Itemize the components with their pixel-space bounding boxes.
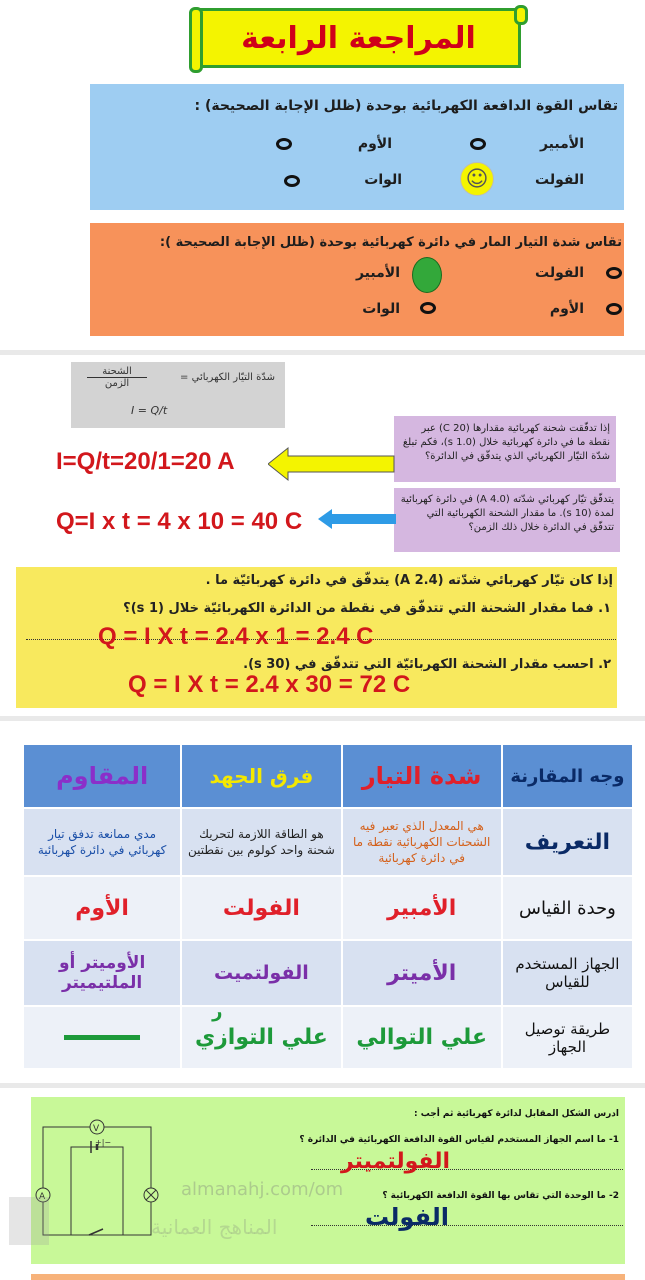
q2-option-ampere[interactable]: الأمبير xyxy=(355,265,400,281)
arrow-left-blue-icon xyxy=(318,508,398,530)
problem-3-a2: Q = I X t = 2.4 x 30 = 72 C xyxy=(128,671,411,698)
header-comparison: وجه المقارنة xyxy=(502,744,633,808)
problem-3-a1: Q = I X t = 2.4 x 1 = 2.4 C xyxy=(98,623,374,650)
q1-option-watt[interactable]: الوات xyxy=(364,172,402,188)
divider xyxy=(0,350,645,355)
watermark-logo xyxy=(9,1197,49,1245)
table-row xyxy=(23,876,633,940)
table-header-row xyxy=(23,744,633,808)
row-label-unit: وحدة القياس xyxy=(502,876,633,940)
row-label-definition: التعريف xyxy=(502,808,633,876)
banner-scroll-right xyxy=(514,5,528,25)
row-label-device: الجهاز المستخدم للقياس xyxy=(502,940,633,1006)
switch-icon xyxy=(89,1229,103,1235)
cell-resistance-definition: مدي ممانعة تدفق تيار كهربائي في دائرة كهربائية xyxy=(23,808,181,876)
formula-numerator: الشحنة xyxy=(102,366,132,377)
answer-1: I=Q/t=20/1=20 A xyxy=(56,448,235,475)
answer-line xyxy=(311,1225,623,1226)
circuit-instruction: ادرس الشكل المقابل لدائرة كهربائية ثم أجب : xyxy=(413,1109,619,1119)
problem-1-text: إذا تدفّقت شحنة كهربائية مقدارها (20 C) عبر نقطة ما في دائرة كهربائية خلال (1.0 s)، فكم تبلغ شدّة التيّار الكهربائي الذي يتدفّق في الدائرة؟ xyxy=(402,423,610,462)
problem-1-box xyxy=(394,416,616,482)
formula-denominator: الزمن xyxy=(87,377,147,389)
cell-voltage-connection xyxy=(181,1001,341,1069)
problem-3-q1: ١. فما مقدار الشحنة التي تتدفّق في نقطة من الدائرة الكهربائيّة خلال (1 s)؟ xyxy=(123,601,611,616)
q1-option-volt[interactable]: الفولت xyxy=(535,172,584,188)
formula-card xyxy=(71,362,285,428)
divider xyxy=(0,716,645,721)
q1-radio-watt[interactable] xyxy=(284,175,300,187)
circuit-q2: 2- ما الوحدة التي تقاس بها القوة الدافعة الكهربائية ؟ xyxy=(382,1191,619,1201)
circuit-question-box xyxy=(31,1097,625,1264)
page-title: المراجعة الرابعة xyxy=(241,20,476,56)
q2-option-volt[interactable]: الفولت xyxy=(535,265,584,281)
q2-radio-volt[interactable] xyxy=(606,267,622,279)
question-1-box xyxy=(90,84,624,210)
smiley-green-icon[interactable] xyxy=(412,257,442,293)
next-section-strip xyxy=(31,1274,625,1280)
arrow-left-yellow-icon xyxy=(268,446,396,482)
q1-option-ampere[interactable]: الأمبير xyxy=(539,136,584,152)
cell-voltage-device: الفولتميت xyxy=(181,940,341,1006)
title-banner xyxy=(196,8,521,68)
row-label-connection: طريقة توصيل الجهاز xyxy=(502,1006,633,1069)
battery-label: +|− xyxy=(95,1138,112,1147)
cell-resistance-unit: الأوم xyxy=(23,876,181,940)
problem-2-box xyxy=(394,488,620,552)
circuit-a1: الفولتميتر xyxy=(341,1149,451,1174)
question-2-box xyxy=(90,223,624,336)
table-row xyxy=(23,1006,633,1069)
q2-option-watt[interactable]: الوات xyxy=(362,301,400,317)
banner-scroll-left xyxy=(189,7,203,73)
problem-3-box xyxy=(16,567,617,708)
table-row xyxy=(23,940,633,1006)
cell-current-device: الأميتر xyxy=(342,940,502,1006)
problem-2-text: يتدفّق تيّار كهربائي شدّته (4.0 A) في دائرة كهربائية لمدة (10 s). ما مقدار الشحنة الكهربائية التي تتدفّق في الدائرة خلال ذلك الزمن؟ xyxy=(400,494,614,533)
cell-voltage-unit: الفولت xyxy=(181,876,341,940)
header-resistance: المقاوم xyxy=(23,744,181,808)
circuit-q1: 1- ما اسم الجهاز المستخدم لقياس القوة الدافعة الكهربائية في الدائرة ؟ xyxy=(299,1135,619,1145)
formula-line1: شدّة التيّار الكهربائي = xyxy=(180,372,275,383)
cell-resistance-connection xyxy=(23,1006,181,1069)
cell-current-definition: هي المعدل الذي تعبر فيه الشحنات الكهربائية نقطة ما في دائرة كهربائية xyxy=(342,808,502,876)
cell-current-connection: علي التوالي xyxy=(342,1006,502,1069)
header-current: شدة التيار xyxy=(342,744,502,808)
circuit-a2: الفولت xyxy=(365,1203,449,1231)
cell-current-unit: الأمبير xyxy=(342,876,502,940)
answer-2: Q=I x t = 4 x 10 = 40 C xyxy=(56,508,303,535)
header-voltage: فرق الجهد xyxy=(181,744,341,808)
formula-line2: I = Q/t xyxy=(131,404,168,417)
ammeter-label: A xyxy=(39,1192,46,1202)
smiley-yellow-icon[interactable]: ☺ xyxy=(460,162,494,196)
problem-3-intro: إذا كان تيّار كهربائي شدّته (2.4 A) يتدفّق في دائرة كهربائيّة ما . xyxy=(205,573,613,588)
comparison-table xyxy=(22,743,634,1070)
q1-radio-ohm[interactable] xyxy=(276,138,292,150)
cell-voltage-connection-text: علي التوازي xyxy=(194,1025,328,1050)
q2-radio-ohm[interactable] xyxy=(606,303,622,315)
stray-letter: ر xyxy=(212,1001,223,1022)
q1-option-ohm[interactable]: الأوم xyxy=(357,136,392,152)
question-1-text: تقاس القوة الدافعة الكهربائية بوحدة (ظلل الإجابة الصحيحة) : xyxy=(194,98,618,114)
q2-radio-watt[interactable] xyxy=(420,302,436,314)
formula-fraction xyxy=(87,366,147,389)
voltmeter-label: V xyxy=(93,1124,100,1134)
watermark-arabic: المناهج العمانية xyxy=(151,1215,278,1239)
problem-3-q2: ٢. احسب مقدار الشحنة الكهربائيّة التي تتدفّق في (30 s). xyxy=(243,657,611,672)
q2-option-ohm[interactable]: الأوم xyxy=(549,301,584,317)
watermark-url: almanahj.com/om xyxy=(181,1179,344,1200)
cell-resistance-device: الأوميتر أو الملتيميتر xyxy=(23,940,181,1006)
q1-radio-ampere[interactable] xyxy=(470,138,486,150)
dash-line xyxy=(64,1035,140,1040)
question-2-text: تقاس شدة التيار المار في دائرة كهربائية بوحدة (ظلل الإجابة الصحيحة ): xyxy=(159,235,622,250)
table-row xyxy=(23,808,633,876)
divider xyxy=(0,1083,645,1088)
cell-voltage-definition: هو الطاقة اللازمة لتحريك شحنة واحد كولوم بين نقطتين xyxy=(181,808,341,876)
